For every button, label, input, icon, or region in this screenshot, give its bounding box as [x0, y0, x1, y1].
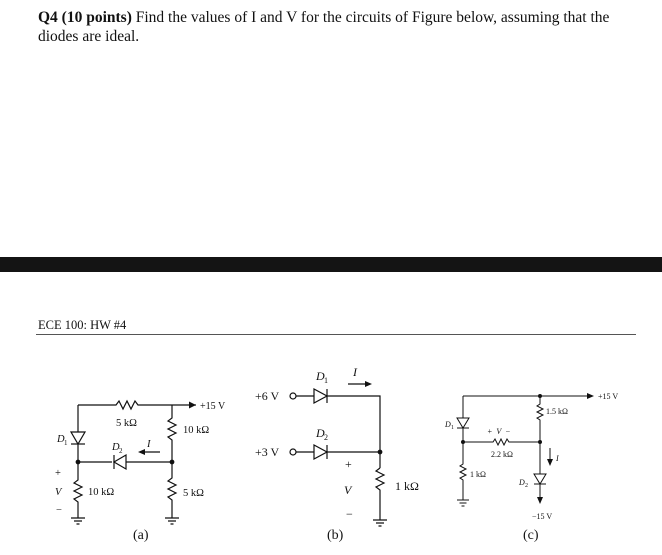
label-c-r3: 1 kΩ	[470, 470, 486, 479]
resistor-a-right-top	[168, 405, 176, 462]
label-a-current: I	[147, 439, 151, 450]
label-c-d1: D	[445, 420, 451, 429]
diode-b-d1	[314, 389, 327, 403]
label-c-r1: 1.5 kΩ	[546, 407, 568, 416]
question-body: Find the values of I and V for the circuits of Figure below, assuming that the diodes are ideal.	[38, 9, 610, 45]
caption-c: (c)	[523, 528, 539, 543]
label-a-minus: −	[56, 505, 62, 516]
label-c-d2-sub: 2	[525, 483, 528, 489]
label-b-plus: +	[345, 457, 352, 471]
label-a-v: V	[55, 487, 62, 498]
resistor-a-right-bot	[168, 462, 176, 518]
label-a-r-left: 10 kΩ	[88, 487, 115, 498]
diode-a-d1	[71, 432, 85, 444]
resistor-c-r3	[460, 442, 466, 500]
terminal-b-3v	[290, 449, 296, 455]
label-b-d1: D	[316, 369, 325, 383]
arrowhead-c-current	[547, 459, 553, 466]
diode-c-d1	[457, 418, 469, 428]
arrow-c-supply	[587, 393, 594, 399]
resistor-c-r1	[537, 396, 543, 442]
ground-b	[373, 520, 387, 526]
label-a-d1-sub: 1	[64, 439, 68, 447]
label-a-plus: +	[55, 468, 61, 479]
ground-a-right	[165, 518, 179, 524]
label-b-d2: D	[316, 426, 325, 440]
label-b-v2: +3 V	[255, 445, 280, 459]
wire-a-top	[78, 401, 172, 409]
arrowhead-a-current	[138, 449, 145, 455]
arrow-a-supply	[189, 402, 196, 409]
label-b-minus: −	[346, 507, 353, 521]
circuit-b	[290, 381, 387, 526]
node-b	[378, 450, 382, 454]
label-a-r-right-top: 10 kΩ	[183, 425, 210, 436]
caption-a: (a)	[133, 528, 149, 543]
label-c-d2: D	[519, 478, 525, 487]
diode-b-d2	[314, 445, 327, 459]
diode-c-d2	[534, 474, 546, 484]
label-c-r2: 2.2 kΩ	[491, 450, 513, 459]
resistor-a-left	[74, 462, 82, 518]
circuit-c	[457, 393, 594, 506]
ground-c	[457, 500, 469, 506]
label-b-d1-sub: 1	[324, 376, 328, 385]
label-a-r-right-bot: 5 kΩ	[183, 488, 204, 499]
label-a-d2: D	[112, 442, 120, 453]
label-c-current: I	[556, 454, 559, 463]
label-a-supply: +15 V	[200, 401, 226, 412]
label-c-d1-sub: 1	[451, 425, 454, 431]
label-b-v1: +6 V	[255, 389, 280, 403]
label-b-v: V	[344, 483, 352, 497]
label-b-current: I	[353, 365, 357, 379]
resistor-b	[376, 468, 384, 520]
hw-header: ECE 100: HW #4	[38, 318, 127, 332]
diode-a-d2	[114, 455, 126, 469]
label-b-resistor: 1 kΩ	[395, 479, 419, 493]
ground-a-left	[71, 518, 85, 524]
label-c-supply-pos: +15 V	[598, 392, 619, 401]
wire-b-top	[327, 396, 380, 468]
question-label: Q4 (10 points)	[38, 9, 132, 26]
resistor-c-r2	[463, 439, 540, 445]
label-c-supply-neg: −15 V	[532, 512, 553, 521]
label-a-d1: D	[57, 434, 65, 445]
arrow-c-neg-supply	[537, 497, 543, 504]
arrowhead-b-current	[365, 381, 372, 387]
caption-b: (b)	[327, 528, 344, 543]
terminal-b-6v	[290, 393, 296, 399]
label-a-r-top: 5 kΩ	[116, 418, 137, 429]
label-a-d2-sub: 2	[119, 447, 123, 455]
label-c-v: + V −	[487, 427, 511, 436]
label-b-d2-sub: 2	[324, 433, 328, 442]
